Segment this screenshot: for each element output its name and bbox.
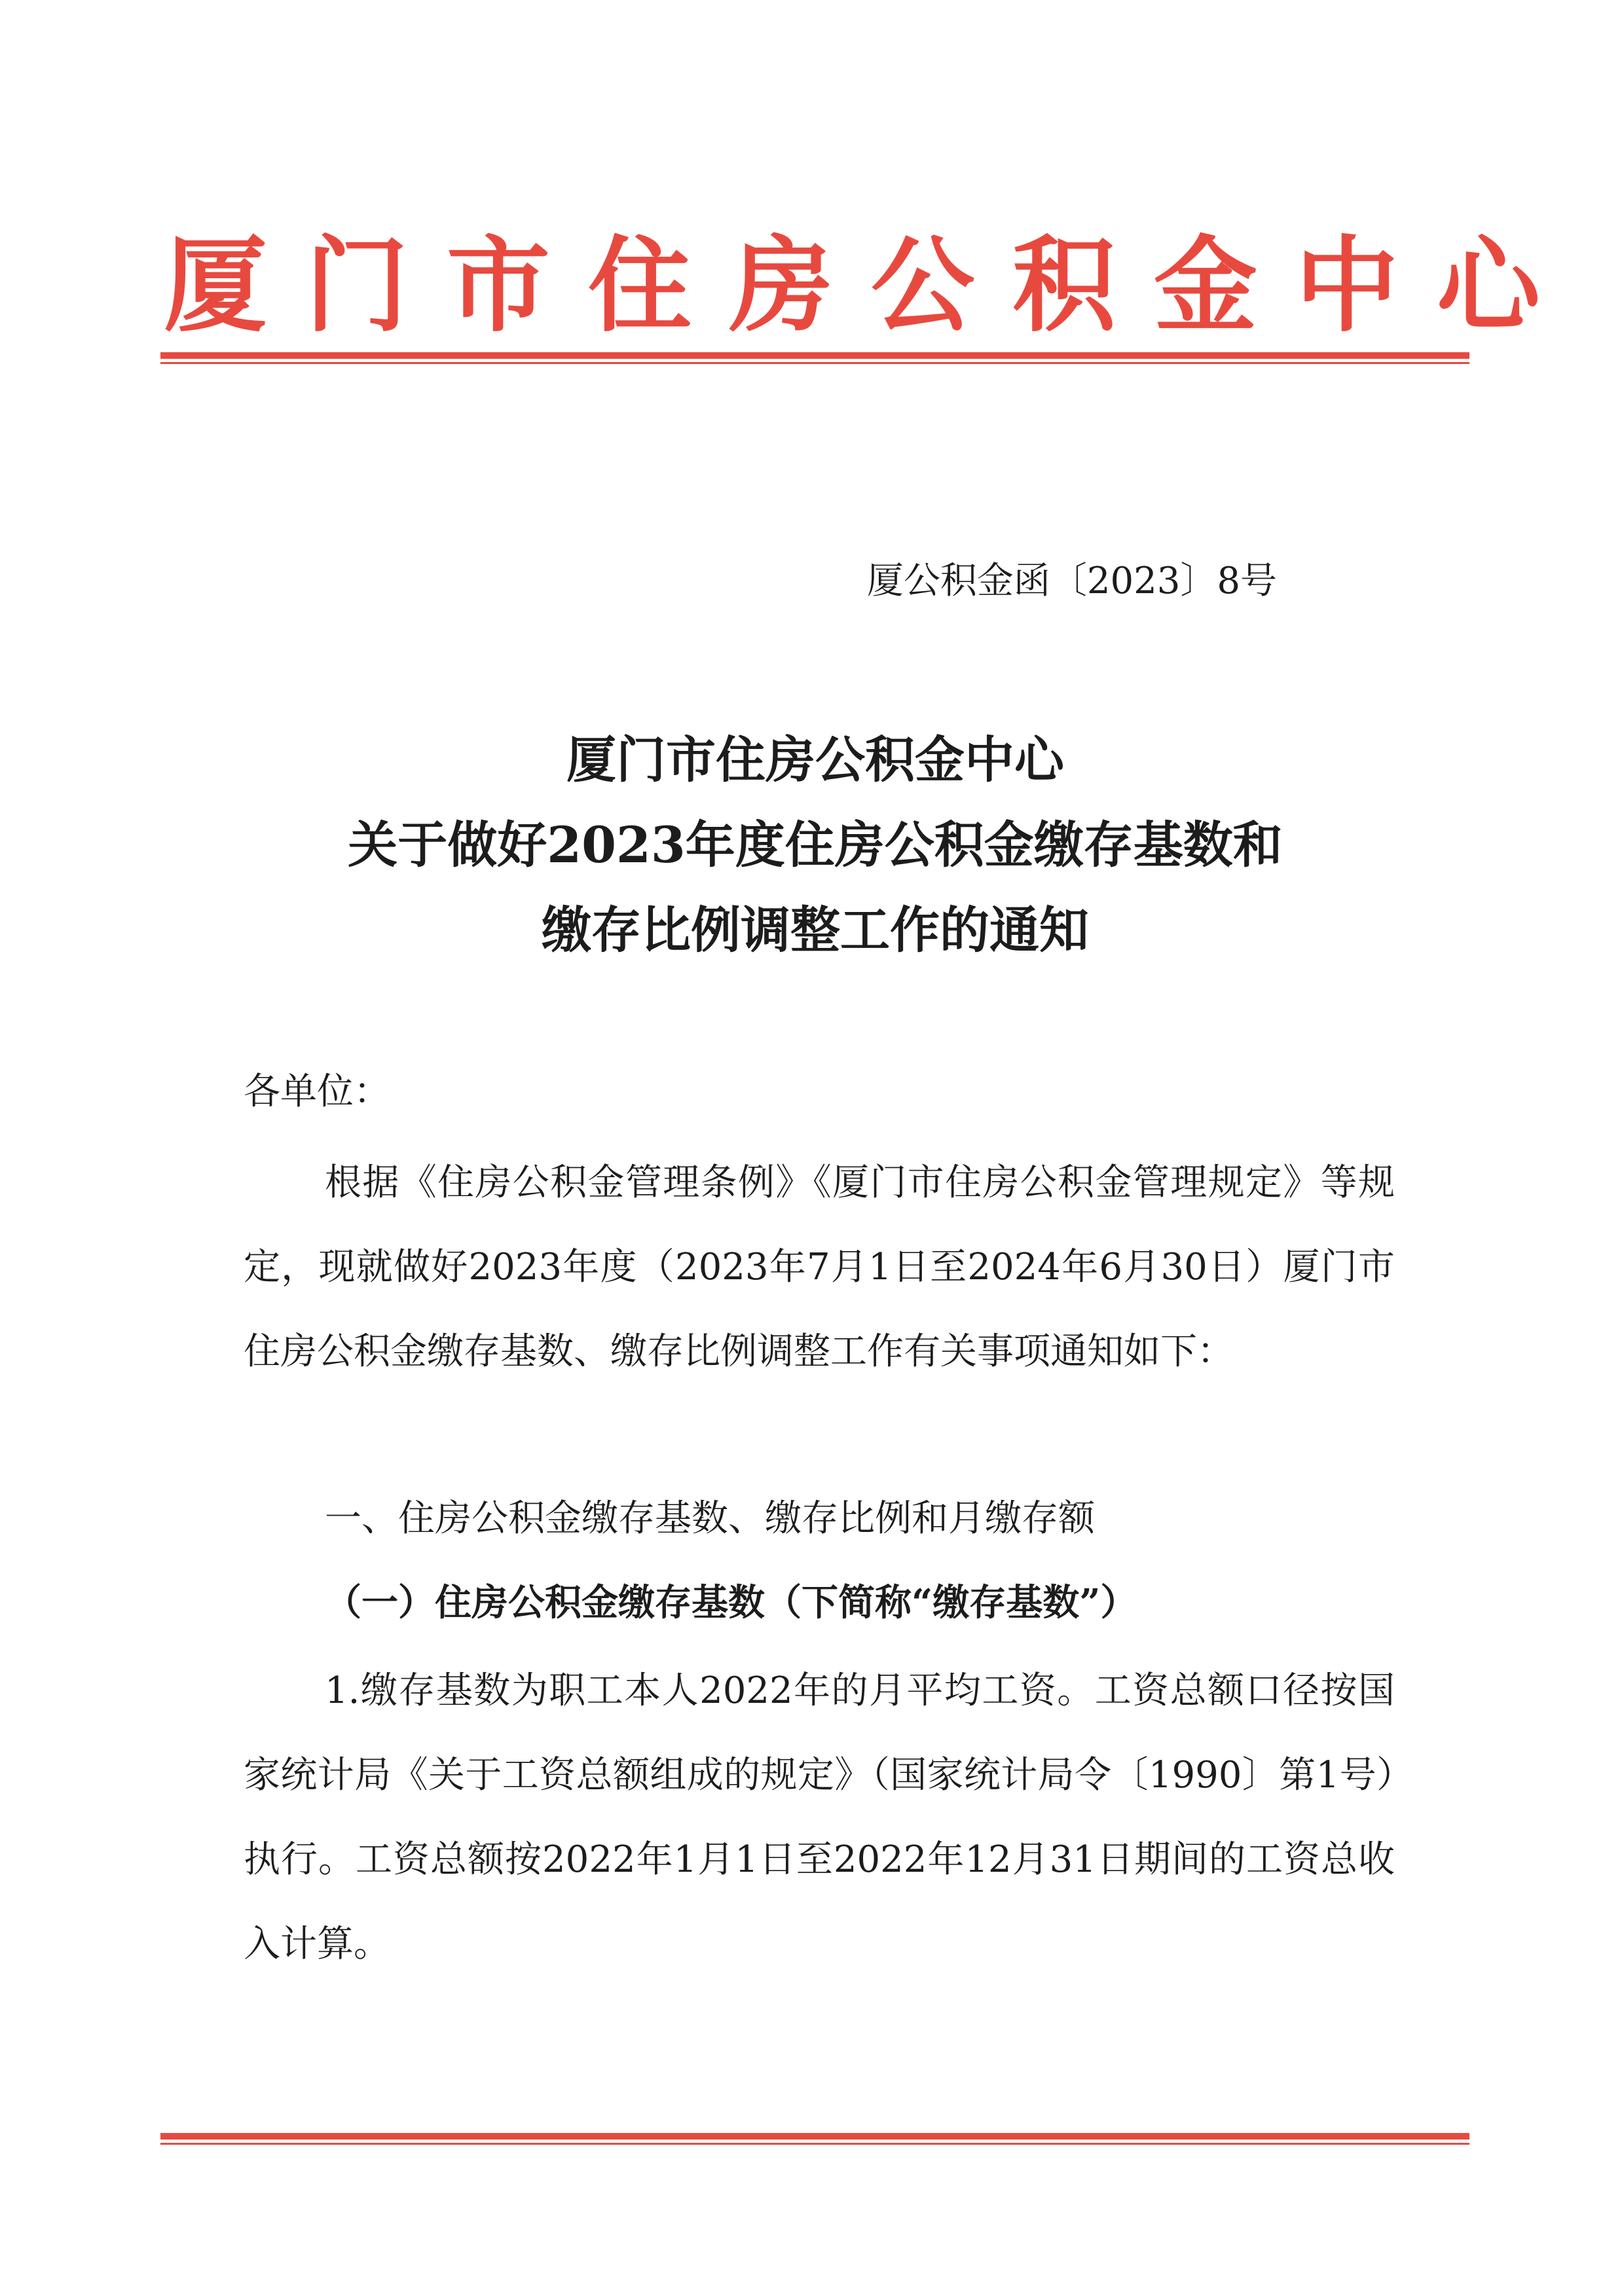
header-divider [160, 352, 1469, 365]
section-heading: 一、住房公积金缴存基数、缴存比例和月缴存额 [325, 1497, 1095, 1540]
title-line-3: 缴存比例调整工作的通知 [542, 901, 1089, 959]
footer-divider [160, 2133, 1469, 2146]
title-line-1: 厦门市住房公积金中心 [566, 731, 1064, 789]
subsection-heading: （一）住房公积金缴存基数（下简称“缴存基数”） [325, 1581, 1137, 1624]
intro-paragraph: 根据《住房公积金管理条例》《厦门市住房公积金管理规定》等规定，现就做好2023年度（2023年7月1日至2024年6月30日）厦门市住房公积金缴存基数、缴存比例调整工作有关事项通知如下： [244, 1161, 1395, 1373]
title-line-2: 关于做好2023年度住房公积金缴存基数和 [348, 816, 1283, 874]
document-title [164, 718, 1467, 973]
document-number: 厦公积金函〔2023〕8号 [866, 560, 1277, 602]
salutation: 各单位： [244, 1070, 390, 1113]
organization-header: 厦门市住房公积金中心 [164, 225, 1578, 346]
item-paragraph: 1.缴存基数为职工本人2022年的月平均工资。工资总额口径按国家统计局《关于工资总额组成的规定》（国家统计局令〔1990〕第1号）执行。工资总额按2022年1月1日至2022年12月31日期间的工资总收入计算。 [244, 1669, 1395, 1965]
